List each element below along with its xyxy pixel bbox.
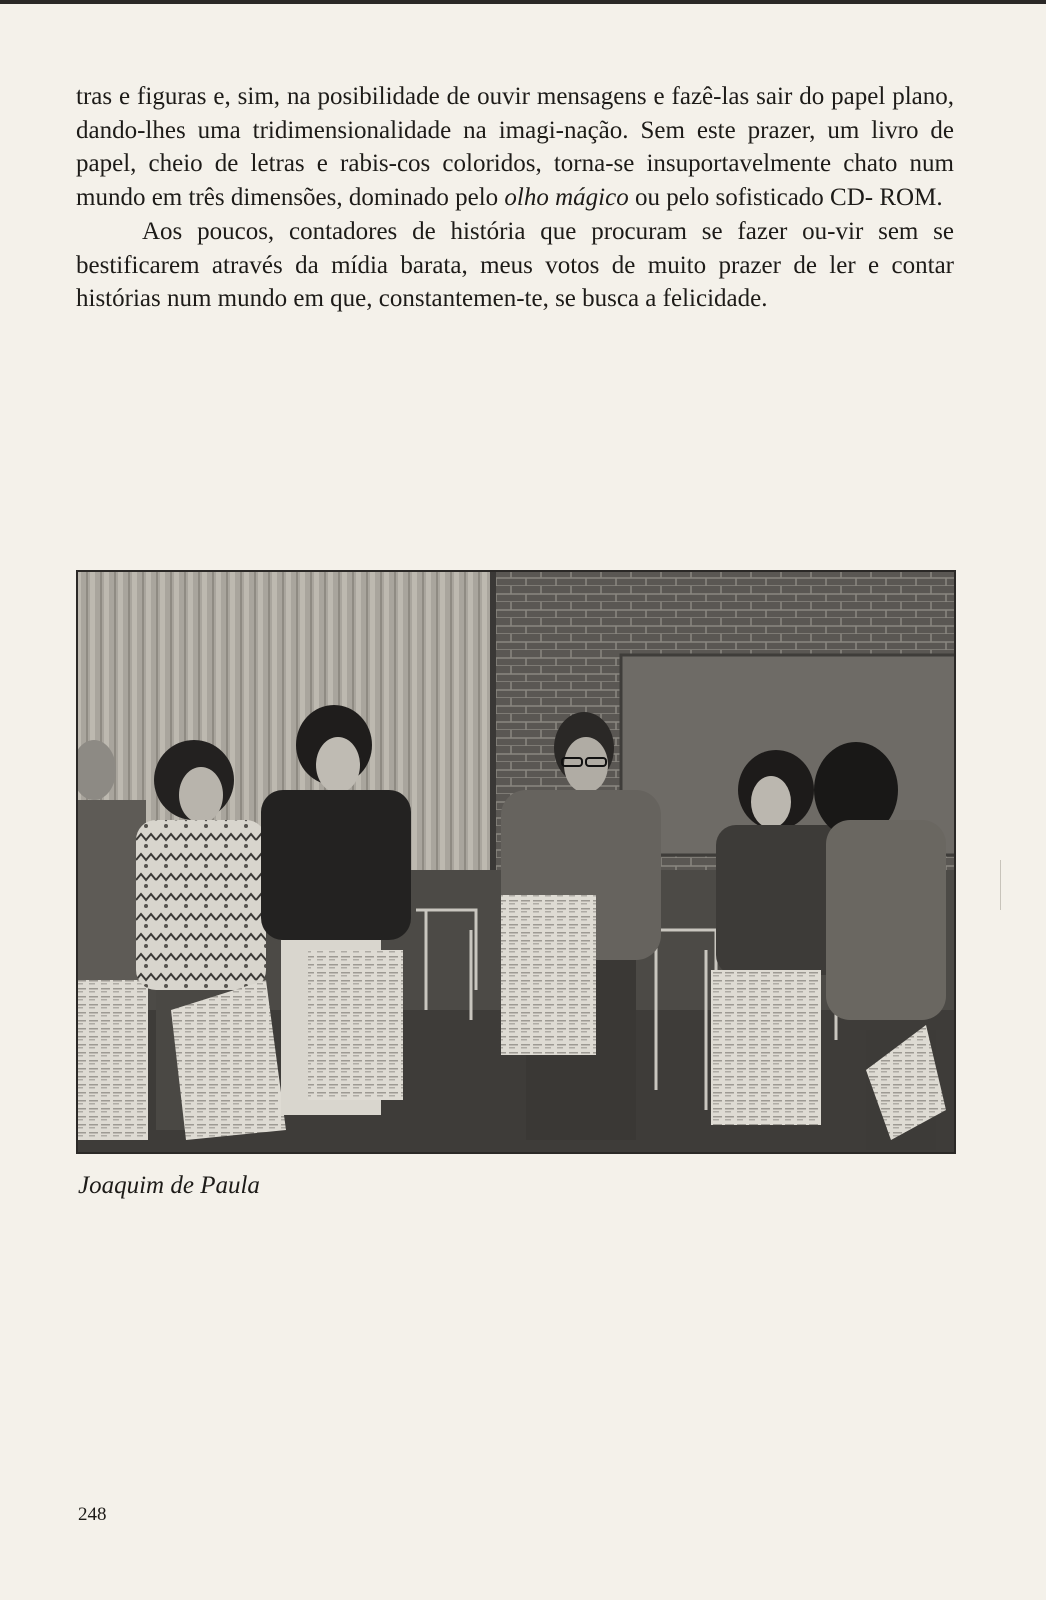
page-top-rule xyxy=(0,0,1046,4)
photo-caption: Joaquim de Paula xyxy=(78,1172,260,1199)
page-number: 248 xyxy=(78,1504,107,1525)
paragraph-2: Aos poucos, contadores de história que procuram se fazer ou-vir sem se bestificarem através da mídia barata, meus votos de muito prazer de ler e contar histórias num mundo em que, constantemen-te, se busca a felicidade. xyxy=(76,217,954,313)
italic-term: olho mágico xyxy=(504,184,629,212)
paragraph-1: tras e figuras e, sim, na posibilidade de ouvir mensagens e fazê-las sair do papel plano, dando-lhes uma tridimensionalidade na imagi-nação. Sem este prazer, um livro de papel, cheio de letras e rabis-cos coloridos, torna-se insuportavelmente chato num mundo em três dimensões, dominado pelo olho mágico ou pelo sofisticado CD- ROM. xyxy=(76,83,954,212)
photo-illustration xyxy=(76,570,956,1154)
body-text xyxy=(76,80,954,316)
margin-mark xyxy=(1000,860,1001,910)
group-photo xyxy=(76,570,956,1154)
